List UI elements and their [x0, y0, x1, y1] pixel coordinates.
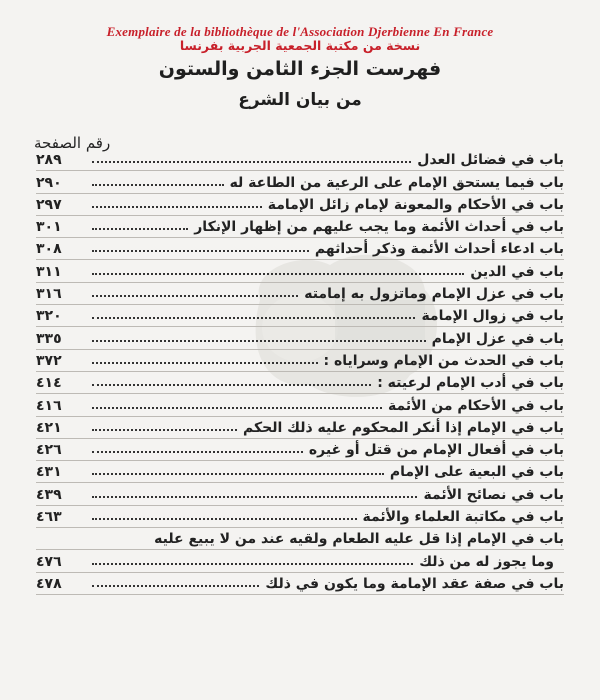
- toc-entry-page: ٤٣١: [36, 464, 62, 481]
- toc-entry-page: ٣٣٥: [36, 330, 62, 347]
- leader-dots: [92, 473, 384, 475]
- toc-entry-title: باب في نصائح الأئمة: [423, 486, 564, 503]
- toc-entry-title: باب في زوال الإمامة: [421, 308, 564, 325]
- toc-entry-title: باب في الأحكام من الأئمة: [387, 397, 564, 414]
- page-number-column-label: رقم الصفحة: [34, 134, 111, 152]
- toc-entry: [36, 327, 564, 349]
- leader-dots: [92, 362, 318, 364]
- toc-entry: [36, 506, 564, 528]
- leader-dots: [92, 250, 309, 252]
- toc-entry-page: ٤١٦: [36, 397, 62, 414]
- leader-dots: [92, 295, 298, 297]
- toc-entry: [36, 528, 564, 550]
- toc-entry-page: ٢٨٩: [36, 152, 62, 169]
- leader-dots: [92, 451, 303, 453]
- toc-entry-page: ٤٧٨: [36, 575, 62, 592]
- leader-dots: [92, 228, 188, 230]
- leader-dots: [92, 206, 262, 208]
- leader-dots: [92, 161, 411, 163]
- toc-entry-page: ٤٢٦: [36, 442, 62, 459]
- toc-entry-page: ٢٩٧: [36, 196, 62, 213]
- index-title: فهرست الجزء الثامن والستون: [158, 58, 442, 80]
- toc-entry-title: وما يجوز له من ذلك: [419, 553, 554, 570]
- leader-dots: [92, 407, 382, 409]
- toc-entry-page: ٤٧٦: [36, 553, 62, 570]
- toc-entry: [36, 171, 564, 193]
- toc-entry: [36, 238, 564, 260]
- toc-entry: [36, 483, 564, 505]
- leader-dots: [92, 429, 237, 431]
- toc-entry-page: ٣١٦: [36, 286, 62, 303]
- toc-entry-title: باب في عزل الإمام: [431, 330, 564, 347]
- leader-dots: [92, 496, 417, 498]
- toc-entry-title: باب ادعاء أحداث الأئمة وذكر أحداثهم: [314, 241, 564, 258]
- toc-entry-title: باب في البعية على الإمام: [389, 464, 564, 481]
- library-stamp-french: Exemplaire de la bibliothèque de l'Association Djerbienne En France: [106, 24, 494, 39]
- toc-entry-title: باب في فضائل العدل: [417, 152, 564, 169]
- toc-entry-title: باب في الإمام إذا أنكر المحكوم عليه ذلك الحكم: [243, 419, 564, 436]
- toc-entry-page: ٣٠٨: [36, 241, 62, 258]
- toc-entry-page: ٤١٤: [36, 375, 62, 392]
- toc-entry-title: باب في عزل الإمام وماتزول به إمامته: [304, 286, 564, 303]
- toc-entry: [36, 350, 564, 372]
- toc-entry: [36, 283, 564, 305]
- toc-entry-continuation: [36, 550, 564, 572]
- toc-entry-title: باب في الإمام إذا قل عليه الطعام ولقيه عند من لا يبيع عليه: [154, 531, 564, 548]
- toc-entry: [36, 372, 564, 394]
- toc-entry-title: باب في أدب الإمام لرعيته :: [377, 375, 564, 392]
- toc-entry-title: باب فيما يستحق الإمام على الرعية من الطاعة له: [229, 174, 564, 191]
- toc-entry-page: ٤٦٣: [36, 509, 62, 526]
- toc-entry-title: باب في أفعال الإمام من قتل أو غيره: [308, 442, 564, 459]
- toc-entry-page: ٣١١: [36, 263, 62, 280]
- toc-entry-title: باب في الدين: [470, 263, 564, 280]
- toc-entry-page: ٢٩٠: [36, 174, 62, 191]
- leader-dots: [92, 518, 357, 520]
- toc-entry: [36, 461, 564, 483]
- leader-dots: [92, 340, 426, 342]
- toc-entry-page: ٤٣٩: [36, 486, 62, 503]
- toc-entry-title: باب في أحداث الأئمة وما يجب عليهم من إظهار الإنكار: [194, 219, 564, 236]
- toc-entry: [36, 194, 564, 216]
- toc-entry: [36, 394, 564, 416]
- toc-entry-page: ٤٢١: [36, 419, 62, 436]
- leader-dots: [92, 563, 413, 565]
- toc-entry: [36, 305, 564, 327]
- leader-dots: [92, 317, 415, 319]
- toc-entry: [36, 573, 564, 595]
- toc-entry-title: باب في الأحكام والمعونة لإمام زائل الإمامة: [267, 196, 564, 213]
- toc-entry-page: ٣٢٠: [36, 308, 62, 325]
- table-of-contents: [36, 149, 564, 595]
- toc-entry-title: باب في مكاتبة العلماء والأئمة: [362, 509, 564, 526]
- toc-entry-title: باب في صفة عقد الإمامة وما يكون في ذلك: [265, 575, 564, 592]
- toc-entry: [36, 216, 564, 238]
- leader-dots: [92, 384, 371, 386]
- toc-entry-page: ٣٧٢: [36, 352, 62, 369]
- toc-entry: [36, 417, 564, 439]
- toc-entry: [36, 260, 564, 282]
- leader-dots: [92, 184, 224, 186]
- index-subtitle: من بيان الشرع: [238, 90, 362, 110]
- toc-entry-title: باب في الحدث من الإمام وسراياه :: [323, 352, 564, 369]
- library-stamp-arabic: نسخة من مكتبة الجمعية الجربية بفرنسا: [179, 38, 421, 53]
- leader-dots: [92, 273, 464, 275]
- toc-entry: [36, 439, 564, 461]
- toc-entry-page: ٣٠١: [36, 219, 62, 236]
- leader-dots: [92, 585, 259, 587]
- toc-entry: [36, 149, 564, 171]
